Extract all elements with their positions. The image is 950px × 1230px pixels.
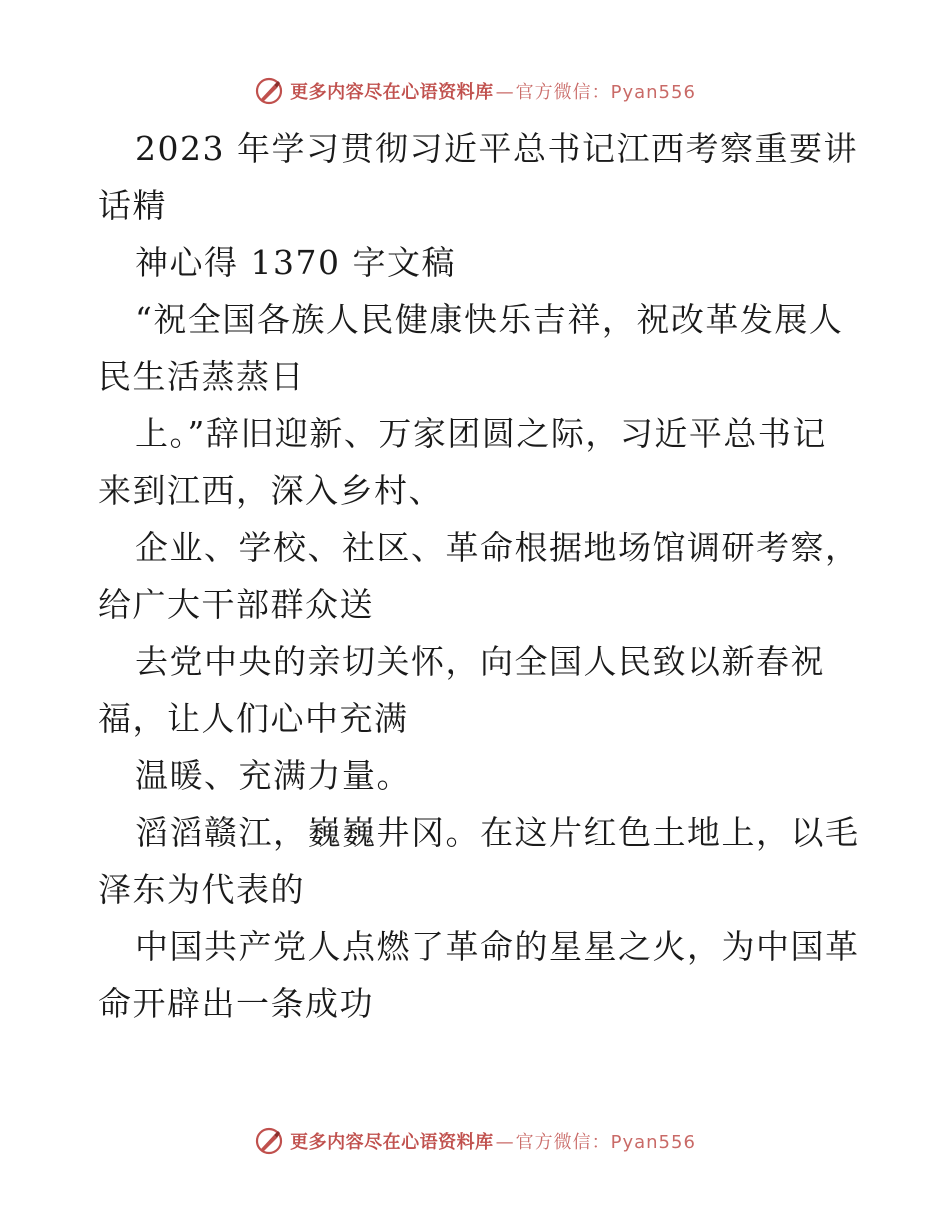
paragraph-first-line: 上。”辞旧迎新、万家团圆之际，习近平总书记 <box>135 414 827 453</box>
paragraph <box>98 804 858 918</box>
paragraph-continuation: 话精 <box>98 186 167 225</box>
paragraph <box>98 120 858 234</box>
paragraph-continuation: 来到江西，深入乡村、 <box>98 471 443 510</box>
watermark-sub: 官方微信：Pyan556 <box>515 1132 696 1153</box>
watermark-dash: — <box>495 1132 514 1153</box>
watermark-text <box>290 78 696 104</box>
paragraph-first-line: 中国共产党人点燃了革命的星星之火，为中国革 <box>135 927 860 966</box>
paragraph <box>98 234 858 291</box>
paragraph <box>98 918 858 1032</box>
paragraph-first-line: 神心得 1370 字文稿 <box>135 243 456 282</box>
watermark-sub: 官方微信：Pyan556 <box>515 82 696 103</box>
paragraph <box>98 747 858 804</box>
paragraph <box>98 291 858 405</box>
watermark-main: 更多内容尽在心语资料库 <box>290 82 494 103</box>
paragraph <box>98 519 858 633</box>
paragraph-continuation: 福，让人们心中充满 <box>98 699 409 738</box>
paragraph-continuation: 民生活蒸蒸日 <box>98 357 305 396</box>
watermark-main: 更多内容尽在心语资料库 <box>290 1132 494 1153</box>
paragraph-continuation: 给广大干部群众送 <box>98 585 374 624</box>
paragraph-first-line: 滔滔赣江，巍巍井冈。在这片红色土地上，以毛 <box>135 813 860 852</box>
pen-circle-logo-icon <box>254 76 284 106</box>
paragraph-continuation: 泽东为代表的 <box>98 870 305 909</box>
footer-watermark <box>0 1126 950 1156</box>
paragraph <box>98 633 858 747</box>
watermark-text <box>290 1128 696 1154</box>
paragraph-first-line: “祝全国各族人民健康快乐吉祥，祝改革发展人 <box>135 300 844 339</box>
pen-circle-logo-icon <box>254 1126 284 1156</box>
paragraph-continuation: 命开辟出一条成功 <box>98 984 374 1023</box>
document-body <box>98 120 858 1032</box>
paragraph <box>98 405 858 519</box>
watermark-dash: — <box>495 82 514 103</box>
paragraph-first-line: 2023 年学习贯彻习近平总书记江西考察重要讲 <box>135 129 858 168</box>
paragraph-first-line: 温暖、充满力量。 <box>135 756 411 795</box>
header-watermark <box>0 76 950 106</box>
paragraph-first-line: 企业、学校、社区、革命根据地场馆调研考察， <box>135 528 860 567</box>
paragraph-first-line: 去党中央的亲切关怀，向全国人民致以新春祝 <box>135 642 825 681</box>
